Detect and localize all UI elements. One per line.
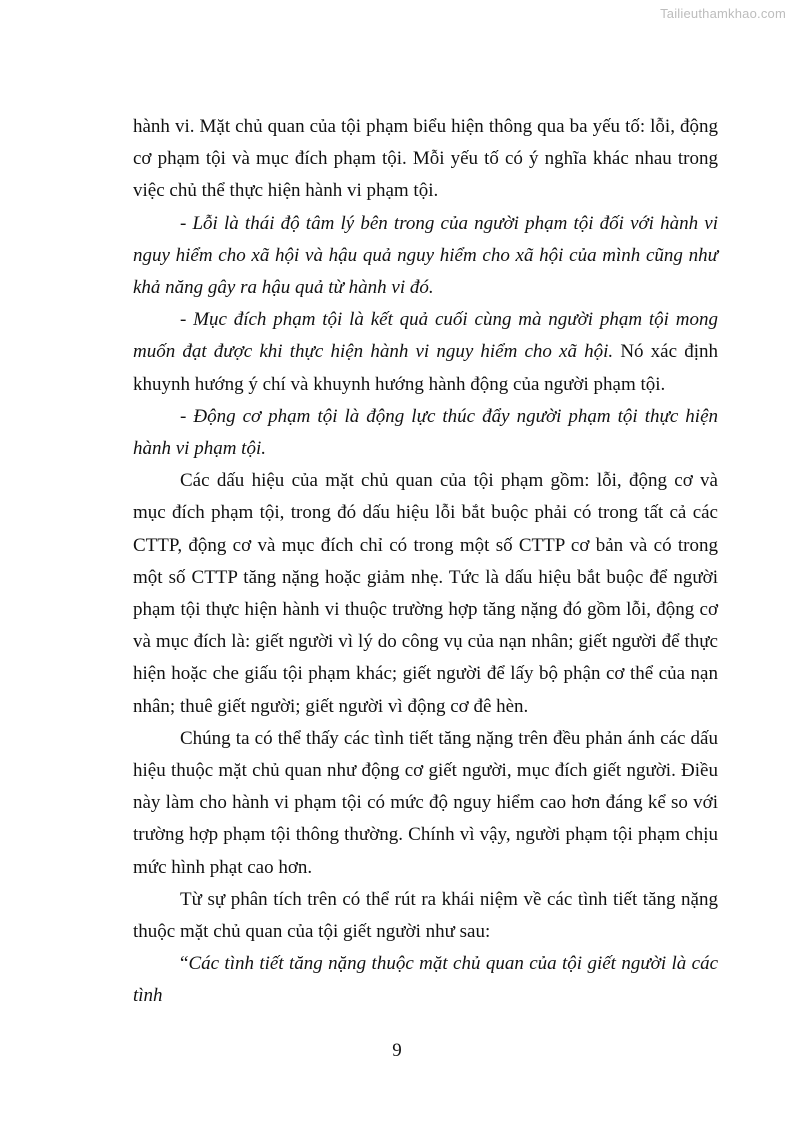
paragraph-loi <box>133 208 718 305</box>
paragraph-muc-dich <box>133 304 718 401</box>
open-quote: “ <box>180 953 189 975</box>
paragraph-tinh-tiet: Chúng ta có thể thấy các tình tiết tăng nặng trên đều phản ánh các dấu hiệu thuộc mặt chủ quan như động cơ giết người, mục đích giết người. Điều này làm cho hành vi phạm tội có mức độ nguy hiểm cao hơn đáng kể so với trường hợp phạm tội thông thường. Chính vì vậy, người phạm tội phạm chịu mức hình phạt cao hơn. <box>133 727 718 878</box>
paragraph-dong-co-text: - Động cơ phạm tội là động lực thúc đẩy người phạm tội thực hiện hành vi phạm tội. <box>133 405 718 460</box>
paragraph-muc-dich-italic: - Mục đích phạm tội là kết quả cuối cùng mà người phạm tội mong muốn đạt được khi thực hiện hành vi nguy hiểm cho xã hội. <box>133 309 718 363</box>
document-body <box>133 111 718 1013</box>
paragraph-dau-hieu: Các dấu hiệu của mặt chủ quan của tội phạm gồm: lỗi, động cơ và mục đích phạm tội, trong đó dấu hiệu lỗi bắt buộc phải có trong tất cả các CTTP, động cơ và mục đích chỉ có trong một số CTTP cơ bản và có trong một số CTTP tăng nặng hoặc giảm nhẹ. Tức là dấu hiệu bắt buộc để người phạm tội thực hiện hành vi thuộc trường hợp tăng nặng đó gồm lỗi, động cơ và mục đích là: giết người vì lý do công vụ của nạn nhân; giết người để thực hiện hoặc che giấu tội phạm khác; giết người để lấy bộ phận cơ thể của nạn nhân; thuê giết người; giết người vì động cơ đê hèn. <box>133 470 718 717</box>
paragraph-dong-co <box>133 401 718 465</box>
paragraph-mat-chu-quan: hành vi. Mặt chủ quan của tội phạm biểu hiện thông qua ba yếu tố: lỗi, động cơ phạm tội và mục đích phạm tội. Mỗi yếu tố có ý nghĩa khác nhau trong việc chủ thể thực hiện hành vi phạm tội. <box>133 116 718 202</box>
paragraph-phan-tich: Từ sự phân tích trên có thể rút ra khái niệm về các tình tiết tăng nặng thuộc mặt chủ quan của tội giết người như sau: <box>133 888 718 943</box>
paragraph-loi-text: - Lỗi là thái độ tâm lý bên trong của người phạm tội đối với hành vi nguy hiểm cho xã hội và hậu quả nguy hiểm cho xã hội của mình cũng như khả năng gây ra hậu quả từ hành vi đó. <box>133 212 718 299</box>
page-number: 9 <box>392 1040 402 1061</box>
paragraph-khai-niem <box>133 948 718 1012</box>
paragraph-khai-niem-italic: Các tình tiết tăng nặng thuộc mặt chủ quan của tội giết người là các tình <box>133 953 718 1007</box>
paragraph-muc-dich-rest: Nó xác định khuynh hướng ý chí và khuynh hướng hành động của người phạm tội. <box>133 341 718 395</box>
watermark: Tailieuthamkhao.com <box>660 6 786 21</box>
